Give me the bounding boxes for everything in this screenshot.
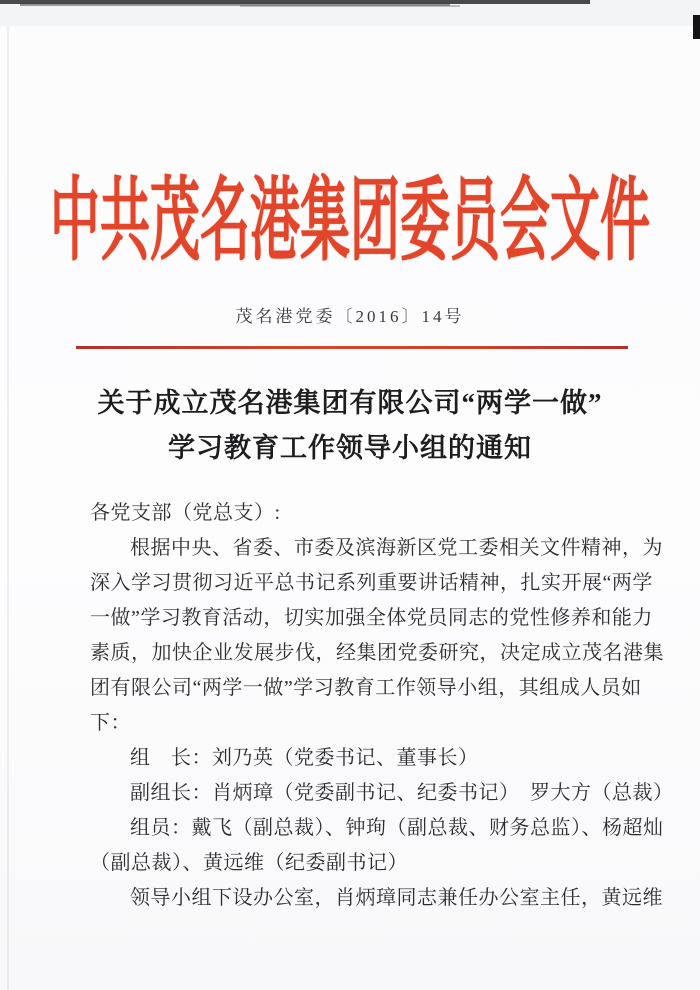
body-line: 深入学习贯彻习近平总书记系列重要讲话精神，扎实开展“两学 xyxy=(90,572,653,594)
body-line-group-leader: 组 长：刘乃英（党委书记、董事长） xyxy=(130,747,479,769)
body-line-office: 领导小组下设办公室，肖炳璋同志兼任办公室主任，黄远维 xyxy=(130,887,663,909)
scan-top-edge-artifact xyxy=(240,5,460,7)
body-line-members-cont: （副总裁）、黄远维（纪委副书记） xyxy=(90,852,408,874)
document-title xyxy=(40,381,660,471)
salutation: 各党支部（党总支）: xyxy=(90,502,281,524)
body-line-deputy-leaders: 副组长：肖炳璋（党委副书记、纪委书记） 罗大方（总裁） xyxy=(130,782,674,804)
scan-corner-mark xyxy=(693,15,700,39)
document-title-line-1: 关于成立茂名港集团有限公司“两学一做” xyxy=(97,388,603,418)
body-line: 根据中央、省委、市委及滨海新区党工委相关文件精神，为 xyxy=(130,537,663,559)
red-header-banner: 中共茂名港集团委员会文件 xyxy=(50,168,650,271)
body-line: 下： xyxy=(90,712,131,734)
body-line-members: 组员：戴飞（副总裁）、钟珣（副总裁、财务总监）、杨超灿 xyxy=(130,817,664,839)
document-body xyxy=(90,496,674,916)
body-line: 团有限公司“两学一做”学习教育工作领导小组，其组成人员如 xyxy=(90,677,642,699)
document-title-line-2: 学习教育工作领导小组的通知 xyxy=(168,433,532,463)
body-line: 素质，加快企业发展步伐，经集团党委研究，决定成立茂名港集 xyxy=(90,642,664,664)
red-separator-rule xyxy=(76,346,628,349)
body-line: 一做”学习教育活动，切实加强全体党员同志的党性修养和能力 xyxy=(90,607,653,629)
document-number: 茂名港党委〔2016〕14号 xyxy=(235,307,465,326)
